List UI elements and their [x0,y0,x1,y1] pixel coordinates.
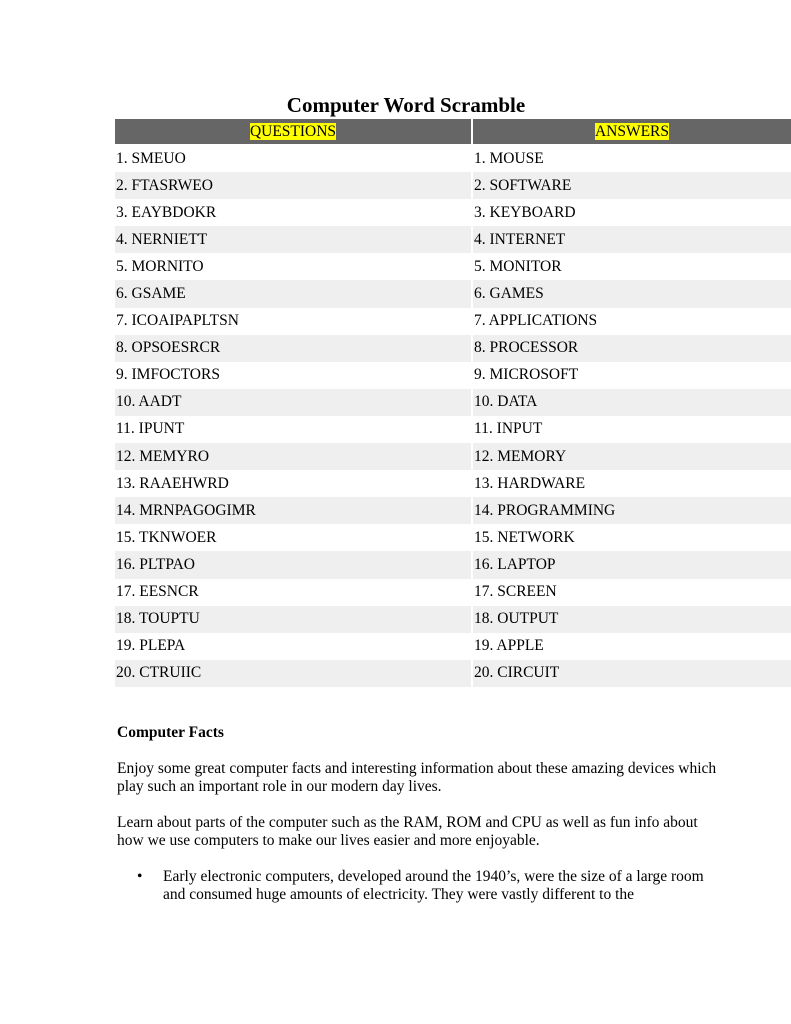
table-row [115,551,791,578]
answers-header-label: ANSWERS [594,122,670,140]
answer-cell: 20. CIRCUIT [473,660,791,687]
answer-cell: 14. PROGRAMMING [473,497,791,524]
question-cell: 15. TKNWOER [116,528,217,546]
question-cell: 3. EAYBDOKR [116,203,217,221]
table-body [115,145,791,687]
table-row [115,579,791,606]
answer-cell: 13. HARDWARE [474,474,586,492]
table-row [115,199,791,226]
answer-cell: 18. OUTPUT [473,606,791,633]
answer-cell: 6. GAMES [473,280,791,307]
answer-cell: 1. MOUSE [474,149,544,167]
question-cell: 4. NERNIETT [115,226,471,253]
question-cell: 13. RAAEHWRD [116,474,229,492]
questions-header-label: QUESTIONS [249,122,337,140]
table-row [115,362,791,389]
table-row [115,524,791,551]
question-cell: 5. MORNITO [116,257,204,275]
answer-cell: 19. APPLE [474,637,544,655]
table-row [115,633,791,660]
answer-cell: 10. DATA [473,389,791,416]
question-cell: 2. FTASRWEO [115,172,471,199]
question-cell: 20. CTRUIIC [115,660,471,687]
questions-header-cell [115,119,471,144]
answers-header-cell [473,119,791,144]
table-row [115,660,791,687]
question-cell: 14. MRNPAGOGIMR [115,497,471,524]
answer-cell: 17. SCREEN [474,583,557,601]
table-row [115,606,791,633]
question-cell: 16. PLTPAO [115,551,471,578]
bullet-icon: • [137,868,143,885]
table-row [115,470,791,497]
table-row [115,226,791,253]
facts-bullet-list [117,868,717,904]
question-cell: 17. EESNCR [116,583,199,601]
answer-cell: 12. MEMORY [473,443,791,470]
table-row [115,253,791,280]
question-cell: 19. PLEPA [116,637,186,655]
answer-cell: 11. INPUT [474,420,543,438]
table-row [115,145,791,172]
table-row [115,497,791,524]
facts-parts-paragraph: Learn about parts of the computer such as the RAM, ROM and CPU as well as fun info about how we use computers to make our lives easier and more enjoyable. [117,814,698,849]
question-cell: 9. IMFOCTORS [116,366,220,384]
document-title: Computer Word Scramble [286,93,526,117]
word-scramble-table [115,119,791,687]
table-row [115,389,791,416]
question-cell: 11. IPUNT [116,420,185,438]
answer-cell: 5. MONITOR [474,257,562,275]
answer-cell: 15. NETWORK [474,528,575,546]
table-row [115,416,791,443]
table-row [115,443,791,470]
table-row [115,308,791,335]
question-cell: 7. ICOAIPAPLTSN [116,312,239,330]
answer-cell: 16. LAPTOP [473,551,791,578]
facts-bullet-text: Early electronic computers, developed around the 1940’s, were the size of a large room and consumed huge amounts of electricity. They were vastly different to the [163,868,704,903]
table-row [115,280,791,307]
answer-cell: 4. INTERNET [473,226,791,253]
answer-cell: 9. MICROSOFT [474,366,579,384]
facts-heading: Computer Facts [117,724,224,741]
answer-cell: 8. PROCESSOR [473,335,791,362]
question-cell: 6. GSAME [115,280,471,307]
table-row [115,172,791,199]
question-cell: 1. SMEUO [116,149,186,167]
question-cell: 10. AADT [115,389,471,416]
table-header-row [115,119,791,144]
computer-facts-section [117,724,717,904]
table-row [115,335,791,362]
answer-cell: 3. KEYBOARD [474,203,576,221]
question-cell: 18. TOUPTU [115,606,471,633]
answer-cell: 7. APPLICATIONS [474,312,598,330]
facts-intro-paragraph: Enjoy some great computer facts and interesting information about these amazing devices which play such an important role in our modern day lives. [117,760,717,795]
facts-bullet-item [137,868,717,904]
question-cell: 12. MEMYRO [115,443,471,470]
question-cell: 8. OPSOESRCR [115,335,471,362]
answer-cell: 2. SOFTWARE [473,172,791,199]
